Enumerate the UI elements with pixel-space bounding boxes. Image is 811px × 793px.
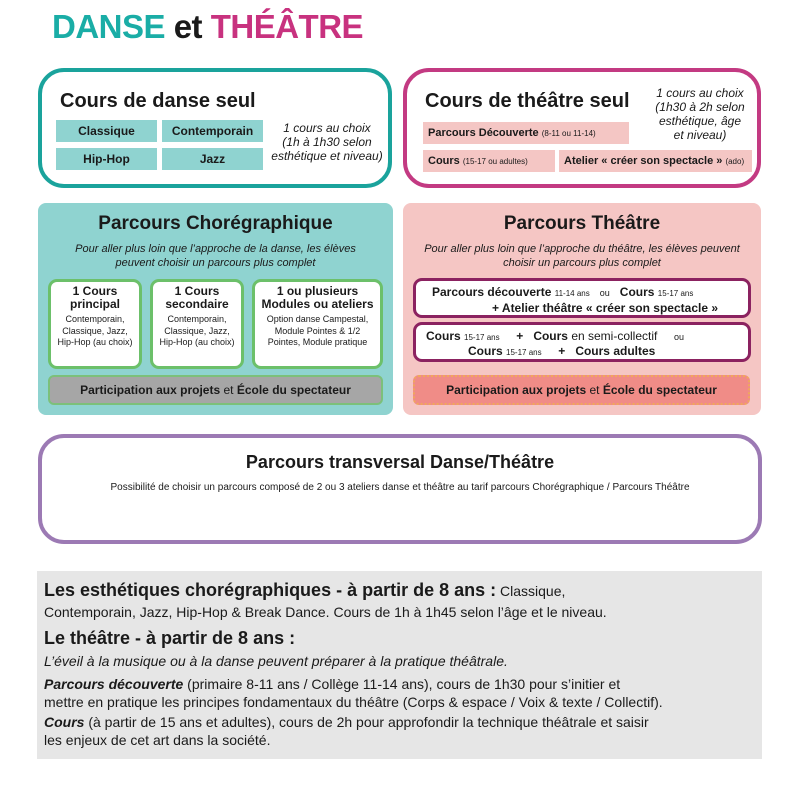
parcours-theatre-title: Parcours Théâtre [503, 213, 661, 234]
esthetiques-line2: Contemporain, Jazz, Hip-Hop & Break Dance. Cours de 1h à 1h45 selon l’âge et le niveau. [44, 604, 607, 620]
theatre-card-cours: Cours 15-17 ans + Cours en semi-collectif ou Cours 15-17 ans + Cours adultes [413, 322, 751, 362]
title-et: et [173, 8, 203, 45]
card-modules-ateliers: 1 ou plusieurs Modules ou ateliers Option danse Campestal, Module Pointes & 1/2 Pointes, Module pratique [252, 279, 383, 369]
style-pill-jazz: Jazz [162, 148, 263, 170]
theatre-seul-title: Cours de théâtre seul [425, 90, 630, 112]
danse-seul-box [38, 68, 392, 188]
theatre-participation-bar: Participation aux projets et École du spectateur [413, 375, 750, 405]
card-cours-secondaire: 1 Cours secondaire Contemporain, Classique, Jazz, Hip-Hop (au choix) [150, 279, 244, 369]
parcours-choreo-panel [38, 203, 393, 415]
style-pill-classique: Classique [56, 120, 157, 142]
cours-line1: Cours (à partir de 15 ans et adultes), cours de 2h pour approfondir la technique théâtrale et saisir [44, 714, 649, 730]
danse-seul-title: Cours de danse seul [60, 90, 256, 112]
info-panel [37, 571, 762, 759]
title-danse: DANSE [52, 8, 166, 45]
transversal-text: Possibilité de choisir un parcours composé de 2 ou 3 ateliers danse et théâtre au tarif parcours Chorégraphique / Parcours Théâtre [110, 482, 690, 493]
cours-line2: les enjeux de cet art dans la société. [44, 732, 271, 748]
danse-seul-note: 1 cours au choix (1h à 1h30 selon esthétique et niveau) [271, 121, 383, 163]
style-pill-contemporain: Contemporain [162, 120, 263, 142]
style-pill-hiphop: Hip-Hop [56, 148, 157, 170]
card-cours-principal: 1 Cours principal Contemporain, Classique, Jazz, Hip-Hop (au choix) [48, 279, 142, 369]
decouverte-line2: mettre en pratique les principes fondamentaux du théâtre (Corps & espace / Voix & texte / Collectif). [44, 694, 663, 710]
title-theatre: THÉÂTRE [210, 8, 364, 45]
choreo-participation-bar: Participation aux projets et École du spectateur [48, 375, 383, 405]
theatre-heading: Le théâtre - à partir de 8 ans : [44, 628, 296, 648]
pill-parcours-decouverte: Parcours Découverte (8-11 ou 11-14) [423, 122, 629, 144]
parcours-choreo-subtitle: Pour aller plus loin que l’approche de la danse, les élèves peuvent choisir un parcours plus complet [75, 243, 356, 269]
parcours-theatre-panel [403, 203, 761, 415]
transversal-box [38, 434, 762, 544]
parcours-theatre-subtitle: Pour aller plus loin que l’approche du théâtre, les élèves peuvent choisir un parcours plus complet [424, 243, 740, 269]
page-title [52, 8, 363, 46]
parcours-choreo-title: Parcours Chorégraphique [98, 213, 333, 234]
theatre-intro: L’éveil à la musique ou à la danse peuvent préparer à la pratique théâtrale. [44, 653, 508, 669]
theatre-seul-note: 1 cours au choix (1h30 à 2h selon esthétique, âge et niveau) [655, 86, 745, 142]
pill-atelier: Atelier « créer son spectacle » (ado) [559, 150, 752, 172]
theatre-seul-box [403, 68, 761, 188]
decouverte-line1: Parcours découverte (primaire 8-11 ans / Collège 11-14 ans), cours de 1h30 pour s’initier et [44, 676, 621, 692]
esthetiques-line1: Les esthétiques chorégraphiques - à partir de 8 ans : Classique, [44, 580, 566, 600]
theatre-card-decouverte: Parcours découverte 11-14 ans ou Cours 15-17 ans + Atelier théâtre « créer son spectacle » [413, 278, 751, 318]
pill-cours: Cours (15-17 ou adultes) [423, 150, 555, 172]
transversal-title: Parcours transversal Danse/Théâtre [245, 452, 555, 472]
